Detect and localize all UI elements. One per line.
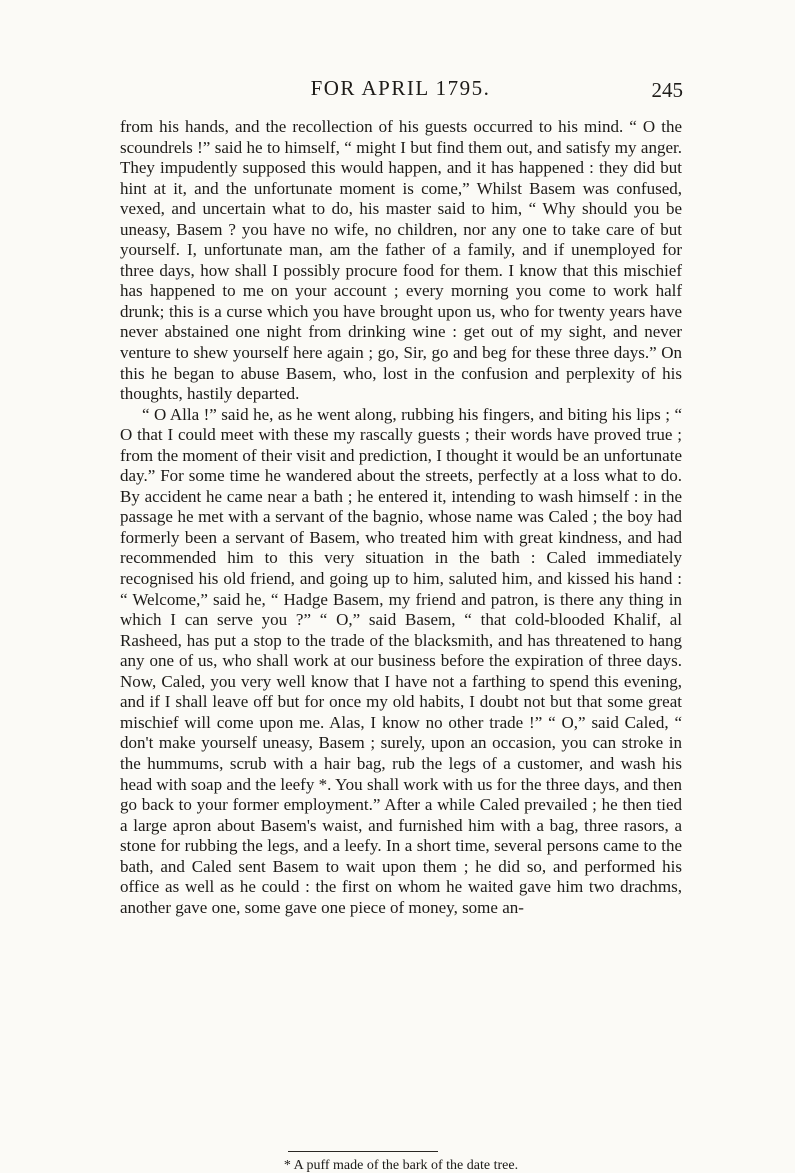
footnote-rule <box>288 1151 438 1152</box>
body-text <box>120 117 682 918</box>
footnote: * A puff made of the bark of the date tree. <box>283 1158 519 1173</box>
running-head: FOR APRIL 1795. <box>310 76 491 100</box>
paragraph: “ O Alla !” said he, as he went along, rubbing his fingers, and biting his lips ; “ O that I could meet with these my rascally guests ; their words have proved true ; from the moment of their visit and prediction, I thought it would be an unfortunate day.” For some time he wandered about the streets, perfectly at a loss what to do. By accident he came near a bath ; he entered it, intending to wash himself : in the passage he met with a servant of the bagnio, whose name was Caled ; the boy had formerly been a servant of Basem, who treated him with great kindness, and had recommended him to this very situation in the bath : Caled immediately recognised his old friend, and going up to him, saluted him, and kissed his hand : “ Welcome,” said he, “ Hadge Basem, my friend and patron, is there any thing in which I can serve you ?” “ O,” said Basem, “ that cold-blooded Khalif, al Rasheed, has put a stop to the trade of the blacksmith, and has threatened to hang any one of us, who shall work at our business before the expiration of three days. Now, Caled, you very well know that I have not a farthing to spend this evening, and if I shall leave off but for once my old habits, I doubt not but that some great mischief will come upon me. Alas, I know no other trade !” “ O,” said Caled, “ don't make yourself uneasy, Basem ; surely, upon an occasion, you can stroke in the hummums, scrub with a hair bag, rub the legs of a customer, and wash his head with soap and the leefy *. You shall work with us for the three days, and then go back to your former employment.” After a while Caled prevailed ; he then tied a large apron about Basem's waist, and furnished him with a bag, three rasors, a stone for rubbing the legs, and a leefy. In a short time, several persons came to the bath, and Caled sent Basem to wait upon them ; he did so, and performed his office as well as he could : the first on whom he waited gave him two drachms, another gave one, some gave one piece of money, some an- <box>120 404 682 917</box>
paragraph: from his hands, and the recollection of his guests occurred to his mind. “ O the scoundrels !” said he to himself, “ might I but find them out, and satisfy my anger. They impudently supposed this would happen, and it has happened : they did but hint at it, and the unfortunate moment is come,” Whilst Basem was confused, vexed, and uncertain what to do, his master said to him, “ Why should you be uneasy, Basem ? you have no wife, no children, nor any one to take care of but yourself. I, unfortunate man, am the father of a family, and if unemployed for three days, how shall I possibly procure food for them. I know that this mischief has happened to me on your account ; every morning you come to work half drunk; this is a curse which you have brought upon us, who for twenty years have never abstained one night from drinking wine : get out of my sight, and never venture to shew yourself here again ; go, Sir, go and beg for these three days.” On this he began to abuse Basem, who, lost in the confusion and perplexity of his thoughts, hastily departed. <box>120 117 682 404</box>
page-number: 245 <box>651 78 683 102</box>
page-header <box>118 76 683 106</box>
